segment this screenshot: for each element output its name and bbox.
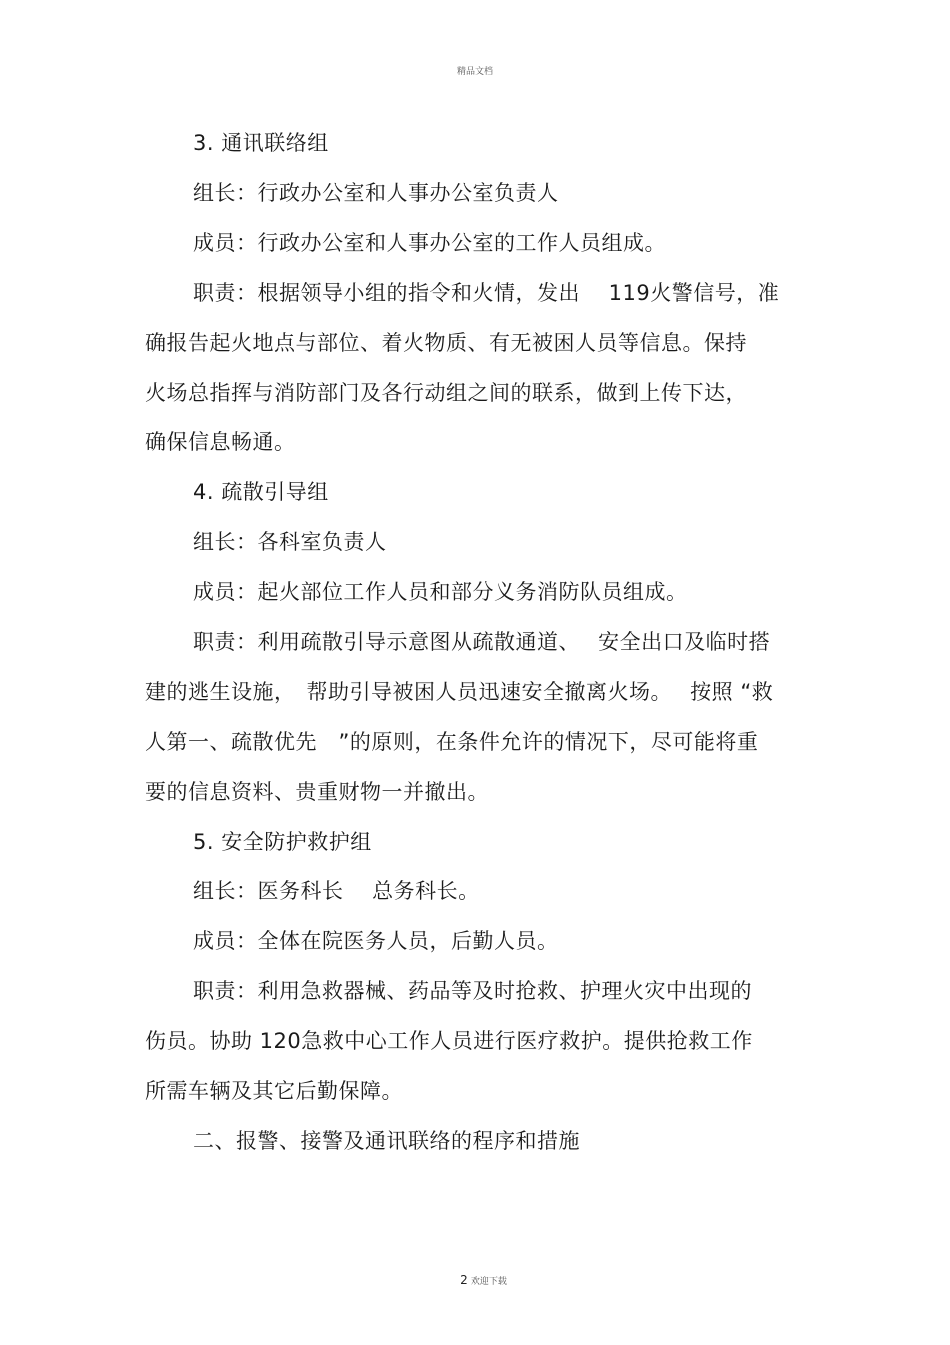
page-number: 2 xyxy=(460,1273,468,1287)
paragraph-line: 组长：各科室负责人 xyxy=(193,530,387,554)
paragraph-line: 组长：行政办公室和人事办公室负责人 xyxy=(193,181,559,205)
paragraph-line: 人第一、疏散优先 ”的原则，在条件允许的情况下，尽可能将重 xyxy=(145,730,759,754)
paragraph-line: 确保信息畅通。 xyxy=(145,430,296,454)
paragraph-line: 火场总指挥与消防部门及各行动组之间的联系，做到上传下达， xyxy=(145,381,747,405)
paragraph-line: 要的信息资料、贵重财物一并撤出。 xyxy=(145,780,489,804)
paragraph-line: 所需车辆及其它后勤保障。 xyxy=(145,1079,403,1103)
section-heading-communication: 3. 通讯联络组 xyxy=(193,131,329,155)
paragraph-line: 职责：利用疏散引导示意图从疏散通道、 安全出口及临时搭 xyxy=(193,630,771,654)
section-heading-alarm: 二、报警、接警及通讯联络的程序和措施 xyxy=(193,1129,580,1153)
page-footer xyxy=(450,1258,507,1289)
paragraph-line: 成员：起火部位工作人员和部分义务消防队员组成。 xyxy=(193,580,688,604)
page-header: 精品文档 xyxy=(456,67,493,77)
section-heading-evacuation: 4. 疏散引导组 xyxy=(193,480,329,504)
paragraph-line: 成员：行政办公室和人事办公室的工作人员组成。 xyxy=(193,231,666,255)
paragraph-line: 建的逃生设施， 帮助引导被困人员迅速安全撤离火场。 按照 “救 xyxy=(145,680,774,704)
paragraph-line: 确报告起火地点与部位、着火物质、有无被困人员等信息。保持 xyxy=(145,331,747,355)
paragraph-line: 成员：全体在院医务人员，后勤人员。 xyxy=(193,929,559,953)
paragraph-line: 职责：利用急救器械、药品等及时抢救、护理火灾中出现的 xyxy=(193,979,752,1003)
paragraph-line: 职责：根据领导小组的指令和火情，发出 119火警信号，准 xyxy=(193,281,780,305)
section-heading-medical: 5. 安全防护救护组 xyxy=(193,830,372,854)
paragraph-line: 伤员。协助 120急救中心工作人员进行医疗救护。提供抢救工作 xyxy=(145,1029,753,1053)
footer-text: 欢迎下载 xyxy=(470,1277,507,1287)
paragraph-line: 组长：医务科长 总务科长。 xyxy=(193,879,480,903)
